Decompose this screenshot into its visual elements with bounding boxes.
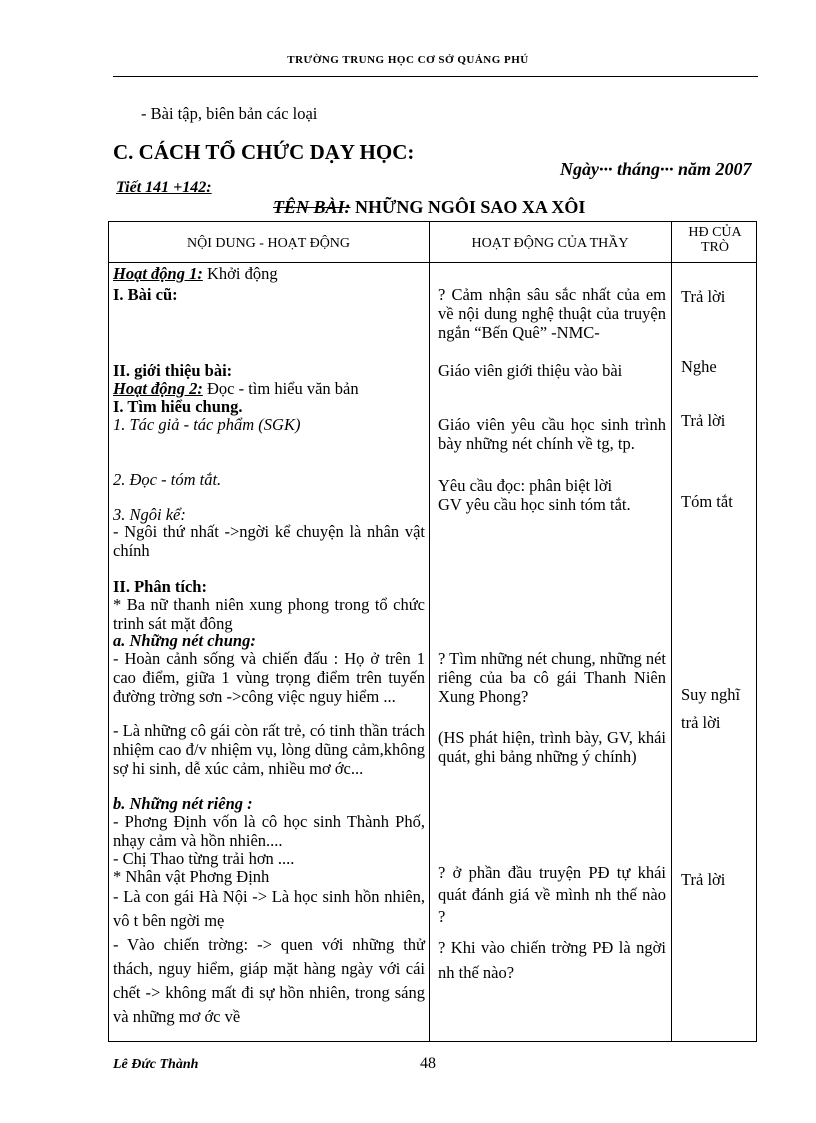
- character-point-2: - Vào chiến trờng: -> quen với những thử thách, nguy hiểm, giáp mặt hàng ngày với cái chết -> không mất đi sự hồn nhiên, trong sáng và những mơ ớc về: [113, 935, 425, 1026]
- header-teacher: HOẠT ĐỘNG CỦA THẦY: [471, 236, 629, 251]
- teacher-request-1: Giáo viên yêu cầu học sinh trình bày những nét chính về tg, tp.: [438, 415, 666, 453]
- author-name: Lê Đức Thành: [113, 1057, 199, 1072]
- three-girls: * Ba nữ thanh niên xung phong trong tổ chức trinh sát mặt đông: [113, 595, 425, 633]
- reading-request: Yêu cầu đọc: phân biệt lời: [438, 476, 613, 495]
- activity-2-label: Hoạt động 2:: [113, 379, 203, 398]
- period-label: Tiết 141 +142:: [116, 179, 212, 196]
- header-rule: [113, 76, 758, 77]
- intro-heading: II. giới thiệu bài:: [113, 361, 233, 380]
- narration-text: - Ngôi thứ nhất ->ngời kể chuyện là nhân vật chính: [113, 522, 425, 560]
- common-heading: a. Những nét chung:: [113, 631, 256, 650]
- teacher-intro: Giáo viên giới thiệu vào bài: [438, 361, 623, 380]
- header-content: NỘI DUNG - HOẠT ĐỘNG: [186, 236, 351, 251]
- analysis-heading: II. Phân tích:: [113, 577, 207, 596]
- table-header-rule: [108, 262, 757, 263]
- student-response-1: Trả lời: [681, 287, 726, 306]
- activity-1-text: Khởi động: [202, 264, 278, 283]
- general-heading: I. Tìm hiểu chung.: [113, 397, 243, 416]
- character-point-1: - Là con gái Hà Nội -> Là học sinh hồn nhiên, vô t bên ngời mẹ: [113, 887, 425, 930]
- school-header: TRƯỜNG TRUNG HỌC CƠ SỞ QUẢNG PHÚ: [287, 54, 529, 66]
- activity-1-label: Hoạt động 1:: [113, 264, 203, 283]
- activity-2-text: Đọc - tìm hiểu văn bản: [202, 379, 359, 398]
- table-divider-1: [429, 221, 430, 1042]
- common-point-1: - Hoàn cảnh sống và chiến đấu : Họ ở trên 1 cao điểm, giữa 1 vùng trọng điểm trên tuyến đường trờng sơn ->công việc nguy hiểm ...: [113, 649, 425, 706]
- lesson-name: NHỮNG NGÔI SAO XA XÔI: [350, 197, 586, 217]
- activity-2: [113, 379, 425, 398]
- student-response-4: Tóm tắt: [681, 492, 733, 511]
- read-summary: 2. Đọc - tóm tắt.: [113, 470, 222, 489]
- lesson-title: [273, 197, 585, 218]
- date-line: Ngày··· tháng··· năm 2007: [560, 159, 752, 179]
- lesson-label: TÊN BÀI:: [273, 197, 351, 217]
- header-student: HĐ CỦA TRÒ: [688, 225, 742, 255]
- materials-line: - Bài tập, biên bản các loại: [141, 104, 318, 123]
- common-point-2: - Là những cô gái còn rất trẻ, có tinh thần trách nhiệm cao đ/v nhiệm vụ, lòng dũng cảm,không sợ hi sinh, dễ xúc cảm, nhiều mơ ớc...: [113, 721, 425, 778]
- distinct-point-1: - Phơng Định vốn là cô học sinh Thành Phố, nhạy cảm và hồn nhiên....: [113, 812, 425, 850]
- student-note: (HS phát hiện, trình bày, GV, khái quát, ghi bảng những ý chính): [438, 728, 666, 766]
- student-response-2: Nghe: [681, 357, 717, 376]
- section-c-heading: C. CÁCH TỔ CHỨC DẠY HỌC:: [113, 140, 415, 164]
- teacher-question-4: ? Khi vào chiến trờng PĐ là ngời nh thế nào?: [438, 938, 666, 982]
- distinct-point-2: - Chị Thao từng trải hơn ....: [113, 849, 295, 868]
- author-work: 1. Tác giả - tác phẩm (SGK): [113, 415, 301, 434]
- narration-heading: 3. Ngôi kể:: [113, 505, 186, 524]
- page-number: 48: [420, 1055, 436, 1072]
- distinct-heading: b. Những nét riêng :: [113, 794, 253, 813]
- teacher-question-2: ? Tìm những nét chung, những nét riêng của ba cô gái Thanh Niên Xung Phong?: [438, 649, 666, 706]
- table-divider-2: [671, 221, 672, 1042]
- activity-1: [113, 264, 425, 283]
- teacher-question-3: ? ở phần đầu truyện PĐ tự khái quát đánh giá về mình nh thế nào ?: [438, 863, 666, 926]
- student-response-6: Trả lời: [681, 870, 726, 889]
- teacher-question-1: ? Cảm nhận sâu sắc nhất của em về nội dung nghệ thuật của truyện ngắn “Bến Quê” -NMC-: [438, 285, 666, 342]
- teacher-request-2: GV yêu cầu học sinh tóm tắt.: [438, 495, 631, 514]
- old-lesson-heading: I. Bài cũ:: [113, 285, 178, 304]
- student-response-3: Trả lời: [681, 411, 726, 430]
- student-response-5: Suy nghĩ trả lời: [681, 685, 741, 732]
- character-heading: * Nhân vật Phơng Định: [113, 867, 270, 886]
